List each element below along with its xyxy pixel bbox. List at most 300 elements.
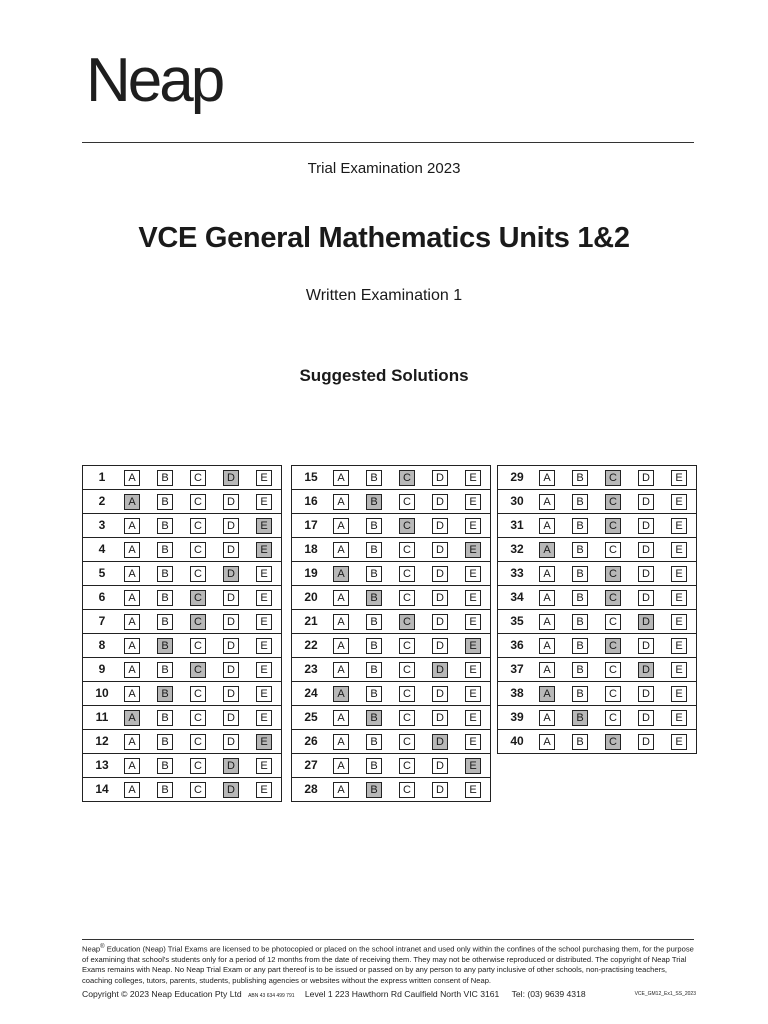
answer-row bbox=[83, 658, 281, 682]
answer-row bbox=[83, 514, 281, 538]
option-box-a: A bbox=[124, 590, 140, 606]
option-box-b: B bbox=[366, 686, 382, 702]
option-box-b: B bbox=[572, 614, 588, 630]
option-box-c: C bbox=[190, 758, 206, 774]
option-box-a: A bbox=[333, 494, 349, 510]
option-box-a: A bbox=[124, 782, 140, 798]
option-box-c: C bbox=[399, 686, 415, 702]
option-box-e: E bbox=[465, 782, 481, 798]
option-box-b: B bbox=[366, 638, 382, 654]
option-box-b: B bbox=[157, 590, 173, 606]
answer-row bbox=[498, 658, 696, 682]
option-box-b: B bbox=[157, 566, 173, 582]
footer bbox=[82, 989, 696, 999]
option-box-e: E bbox=[671, 590, 687, 606]
option-box-d: D bbox=[432, 734, 448, 750]
option-box-b: B bbox=[366, 710, 382, 726]
option-box-a: A bbox=[124, 542, 140, 558]
option-box-d: D bbox=[432, 614, 448, 630]
option-box-e: E bbox=[465, 542, 481, 558]
answer-row bbox=[83, 538, 281, 562]
option-box-a: A bbox=[539, 542, 555, 558]
option-box-c: C bbox=[399, 734, 415, 750]
option-box-b: B bbox=[157, 638, 173, 654]
option-box-a: A bbox=[124, 662, 140, 678]
question-number: 21 bbox=[304, 614, 318, 628]
question-number: 31 bbox=[510, 518, 524, 532]
question-number: 15 bbox=[304, 470, 318, 484]
option-box-c: C bbox=[399, 758, 415, 774]
answer-row bbox=[498, 538, 696, 562]
option-box-c: C bbox=[399, 542, 415, 558]
option-box-e: E bbox=[671, 518, 687, 534]
option-box-a: A bbox=[124, 686, 140, 702]
option-box-d: D bbox=[432, 590, 448, 606]
option-box-c: C bbox=[605, 590, 621, 606]
option-box-c: C bbox=[605, 518, 621, 534]
option-box-d: D bbox=[223, 470, 239, 486]
question-number: 34 bbox=[510, 590, 524, 604]
question-number: 36 bbox=[510, 638, 524, 652]
option-box-a: A bbox=[333, 734, 349, 750]
question-number: 16 bbox=[304, 494, 318, 508]
option-box-a: A bbox=[539, 470, 555, 486]
header-divider bbox=[82, 142, 694, 143]
option-box-c: C bbox=[399, 638, 415, 654]
option-box-d: D bbox=[223, 494, 239, 510]
option-box-c: C bbox=[190, 686, 206, 702]
option-box-c: C bbox=[190, 542, 206, 558]
option-box-c: C bbox=[605, 614, 621, 630]
question-number: 5 bbox=[98, 566, 106, 580]
option-box-b: B bbox=[157, 686, 173, 702]
question-number: 32 bbox=[510, 542, 524, 556]
question-number: 20 bbox=[304, 590, 318, 604]
option-box-e: E bbox=[465, 758, 481, 774]
option-box-a: A bbox=[333, 662, 349, 678]
option-box-c: C bbox=[605, 686, 621, 702]
question-number: 33 bbox=[510, 566, 524, 580]
option-box-c: C bbox=[190, 590, 206, 606]
option-box-a: A bbox=[539, 686, 555, 702]
question-number: 9 bbox=[98, 662, 106, 676]
option-box-d: D bbox=[638, 542, 654, 558]
option-box-e: E bbox=[671, 470, 687, 486]
option-box-d: D bbox=[432, 710, 448, 726]
option-box-b: B bbox=[366, 542, 382, 558]
answer-row bbox=[498, 610, 696, 634]
answer-row bbox=[292, 610, 490, 634]
option-box-b: B bbox=[366, 566, 382, 582]
question-number: 27 bbox=[304, 758, 318, 772]
option-box-b: B bbox=[157, 518, 173, 534]
answer-row bbox=[498, 682, 696, 706]
option-box-c: C bbox=[190, 782, 206, 798]
option-box-d: D bbox=[638, 614, 654, 630]
option-box-a: A bbox=[539, 518, 555, 534]
option-box-c: C bbox=[605, 470, 621, 486]
option-box-a: A bbox=[333, 782, 349, 798]
option-box-d: D bbox=[223, 734, 239, 750]
exam-line: Trial Examination 2023 bbox=[307, 160, 461, 177]
option-box-b: B bbox=[366, 782, 382, 798]
option-box-a: A bbox=[539, 734, 555, 750]
option-box-b: B bbox=[572, 590, 588, 606]
option-box-c: C bbox=[399, 782, 415, 798]
option-box-a: A bbox=[539, 494, 555, 510]
option-box-b: B bbox=[366, 758, 382, 774]
option-box-a: A bbox=[124, 638, 140, 654]
option-box-d: D bbox=[638, 494, 654, 510]
option-box-b: B bbox=[572, 542, 588, 558]
option-box-d: D bbox=[432, 542, 448, 558]
option-box-c: C bbox=[605, 638, 621, 654]
answer-column bbox=[291, 465, 491, 802]
option-box-b: B bbox=[157, 782, 173, 798]
option-box-d: D bbox=[638, 518, 654, 534]
option-box-e: E bbox=[465, 710, 481, 726]
question-number: 13 bbox=[95, 758, 109, 772]
option-box-a: A bbox=[539, 662, 555, 678]
option-box-e: E bbox=[256, 638, 272, 654]
question-number: 17 bbox=[304, 518, 318, 532]
answer-row bbox=[83, 562, 281, 586]
option-box-e: E bbox=[671, 566, 687, 582]
answer-row bbox=[292, 706, 490, 730]
option-box-d: D bbox=[432, 518, 448, 534]
option-box-b: B bbox=[366, 470, 382, 486]
question-number: 1 bbox=[98, 470, 106, 484]
answer-row bbox=[498, 490, 696, 514]
option-box-b: B bbox=[572, 566, 588, 582]
copyright-text: Copyright © 2023 Neap Education Pty Ltd bbox=[82, 989, 242, 999]
option-box-e: E bbox=[256, 782, 272, 798]
option-box-d: D bbox=[432, 686, 448, 702]
option-box-a: A bbox=[124, 518, 140, 534]
option-box-a: A bbox=[124, 470, 140, 486]
option-box-a: A bbox=[124, 734, 140, 750]
answer-row bbox=[498, 514, 696, 538]
option-box-d: D bbox=[432, 566, 448, 582]
option-box-c: C bbox=[190, 734, 206, 750]
question-number: 35 bbox=[510, 614, 524, 628]
question-number: 39 bbox=[510, 710, 524, 724]
option-box-c: C bbox=[399, 662, 415, 678]
option-box-c: C bbox=[190, 470, 206, 486]
answer-row bbox=[83, 778, 281, 801]
option-box-e: E bbox=[671, 734, 687, 750]
question-number: 23 bbox=[304, 662, 318, 676]
option-box-e: E bbox=[465, 638, 481, 654]
option-box-d: D bbox=[432, 782, 448, 798]
option-box-c: C bbox=[399, 590, 415, 606]
answer-row bbox=[498, 466, 696, 490]
answer-column bbox=[497, 465, 697, 754]
question-number: 2 bbox=[98, 494, 106, 508]
option-box-d: D bbox=[223, 518, 239, 534]
answer-row bbox=[83, 466, 281, 490]
option-box-b: B bbox=[366, 734, 382, 750]
answer-row bbox=[292, 778, 490, 801]
option-box-d: D bbox=[638, 686, 654, 702]
question-number: 4 bbox=[98, 542, 106, 556]
question-number: 7 bbox=[98, 614, 106, 628]
option-box-e: E bbox=[256, 662, 272, 678]
question-number: 29 bbox=[510, 470, 524, 484]
option-box-d: D bbox=[223, 590, 239, 606]
option-box-d: D bbox=[432, 662, 448, 678]
option-box-a: A bbox=[333, 614, 349, 630]
option-box-b: B bbox=[366, 662, 382, 678]
option-box-b: B bbox=[366, 518, 382, 534]
question-number: 11 bbox=[95, 710, 109, 724]
option-box-b: B bbox=[572, 518, 588, 534]
option-box-e: E bbox=[256, 542, 272, 558]
answer-row bbox=[83, 682, 281, 706]
option-box-b: B bbox=[366, 590, 382, 606]
answer-row bbox=[83, 490, 281, 514]
option-box-d: D bbox=[638, 662, 654, 678]
answer-row bbox=[498, 706, 696, 730]
option-box-c: C bbox=[190, 710, 206, 726]
option-box-e: E bbox=[465, 494, 481, 510]
option-box-e: E bbox=[671, 494, 687, 510]
question-number: 37 bbox=[510, 662, 524, 676]
option-box-a: A bbox=[124, 566, 140, 582]
option-box-c: C bbox=[605, 566, 621, 582]
question-number: 24 bbox=[304, 686, 318, 700]
option-box-c: C bbox=[605, 710, 621, 726]
option-box-a: A bbox=[539, 638, 555, 654]
question-number: 26 bbox=[304, 734, 318, 748]
question-number: 19 bbox=[304, 566, 318, 580]
option-box-c: C bbox=[190, 638, 206, 654]
option-box-d: D bbox=[223, 638, 239, 654]
document-code: VCE_GM12_Ex1_SS_2023 bbox=[634, 991, 696, 997]
option-box-b: B bbox=[366, 614, 382, 630]
option-box-a: A bbox=[539, 590, 555, 606]
option-box-d: D bbox=[432, 638, 448, 654]
option-box-e: E bbox=[256, 494, 272, 510]
option-box-e: E bbox=[465, 734, 481, 750]
option-box-a: A bbox=[333, 542, 349, 558]
option-box-e: E bbox=[256, 758, 272, 774]
abn-text: ABN 43 634 499 791 bbox=[248, 993, 295, 999]
option-box-d: D bbox=[638, 734, 654, 750]
option-box-a: A bbox=[333, 686, 349, 702]
option-box-a: A bbox=[333, 566, 349, 582]
option-box-e: E bbox=[671, 638, 687, 654]
question-number: 18 bbox=[304, 542, 318, 556]
question-number: 40 bbox=[510, 734, 524, 748]
option-box-c: C bbox=[605, 662, 621, 678]
option-box-e: E bbox=[256, 734, 272, 750]
answer-row bbox=[83, 610, 281, 634]
option-box-e: E bbox=[256, 614, 272, 630]
option-box-e: E bbox=[256, 590, 272, 606]
option-box-d: D bbox=[223, 782, 239, 798]
question-number: 3 bbox=[98, 518, 106, 532]
option-box-a: A bbox=[333, 758, 349, 774]
option-box-a: A bbox=[539, 614, 555, 630]
footer-divider bbox=[82, 939, 694, 940]
option-box-b: B bbox=[157, 662, 173, 678]
phone-text: Tel: (03) 9639 4318 bbox=[511, 989, 586, 999]
option-box-b: B bbox=[157, 542, 173, 558]
solutions-heading: Suggested Solutions bbox=[299, 366, 469, 385]
question-number: 22 bbox=[304, 638, 318, 652]
answer-row bbox=[292, 730, 490, 754]
option-box-c: C bbox=[399, 566, 415, 582]
option-box-a: A bbox=[539, 710, 555, 726]
answer-row bbox=[83, 754, 281, 778]
option-box-d: D bbox=[638, 470, 654, 486]
option-box-a: A bbox=[124, 494, 140, 510]
option-box-e: E bbox=[465, 518, 481, 534]
option-box-c: C bbox=[399, 518, 415, 534]
option-box-a: A bbox=[333, 518, 349, 534]
option-box-a: A bbox=[124, 710, 140, 726]
option-box-e: E bbox=[465, 686, 481, 702]
answer-row bbox=[292, 634, 490, 658]
option-box-e: E bbox=[671, 542, 687, 558]
option-box-d: D bbox=[638, 710, 654, 726]
answer-row bbox=[498, 730, 696, 753]
answer-row bbox=[292, 562, 490, 586]
option-box-b: B bbox=[572, 470, 588, 486]
option-box-b: B bbox=[572, 494, 588, 510]
answer-row bbox=[83, 586, 281, 610]
option-box-b: B bbox=[157, 614, 173, 630]
question-number: 30 bbox=[510, 494, 524, 508]
answer-row bbox=[292, 466, 490, 490]
option-box-a: A bbox=[124, 614, 140, 630]
option-box-a: A bbox=[333, 638, 349, 654]
option-box-e: E bbox=[256, 710, 272, 726]
option-box-c: C bbox=[190, 662, 206, 678]
option-box-e: E bbox=[465, 614, 481, 630]
answer-row bbox=[292, 490, 490, 514]
question-number: 25 bbox=[304, 710, 318, 724]
option-box-b: B bbox=[572, 662, 588, 678]
option-box-b: B bbox=[157, 758, 173, 774]
option-box-e: E bbox=[671, 710, 687, 726]
registered-mark: ® bbox=[100, 944, 105, 950]
answer-row bbox=[292, 514, 490, 538]
option-box-e: E bbox=[671, 662, 687, 678]
option-box-b: B bbox=[157, 710, 173, 726]
option-box-e: E bbox=[256, 470, 272, 486]
option-box-d: D bbox=[223, 662, 239, 678]
option-box-b: B bbox=[572, 686, 588, 702]
option-box-d: D bbox=[223, 566, 239, 582]
option-box-b: B bbox=[157, 734, 173, 750]
option-box-d: D bbox=[223, 686, 239, 702]
question-number: 8 bbox=[98, 638, 106, 652]
option-box-c: C bbox=[399, 470, 415, 486]
answer-row bbox=[83, 706, 281, 730]
option-box-c: C bbox=[399, 494, 415, 510]
option-box-c: C bbox=[190, 566, 206, 582]
answer-column bbox=[82, 465, 282, 802]
option-box-d: D bbox=[223, 542, 239, 558]
option-box-d: D bbox=[223, 614, 239, 630]
answer-row bbox=[292, 586, 490, 610]
option-box-c: C bbox=[190, 614, 206, 630]
legal-brand: Neap bbox=[82, 944, 101, 954]
option-box-a: A bbox=[539, 566, 555, 582]
option-box-d: D bbox=[638, 590, 654, 606]
option-box-b: B bbox=[157, 470, 173, 486]
option-box-d: D bbox=[432, 494, 448, 510]
option-box-d: D bbox=[638, 566, 654, 582]
answer-row bbox=[83, 634, 281, 658]
option-box-b: B bbox=[366, 494, 382, 510]
exam-subtitle: Written Examination 1 bbox=[305, 287, 463, 304]
option-box-e: E bbox=[256, 566, 272, 582]
option-box-a: A bbox=[124, 758, 140, 774]
option-box-d: D bbox=[432, 470, 448, 486]
option-box-c: C bbox=[605, 542, 621, 558]
question-number: 38 bbox=[510, 686, 524, 700]
option-box-a: A bbox=[333, 470, 349, 486]
option-box-e: E bbox=[671, 686, 687, 702]
option-box-e: E bbox=[465, 662, 481, 678]
question-number: 6 bbox=[98, 590, 106, 604]
neap-logo: Neap bbox=[86, 46, 223, 115]
option-box-e: E bbox=[671, 614, 687, 630]
answer-row bbox=[498, 562, 696, 586]
answer-row bbox=[498, 586, 696, 610]
page-title: VCE General Mathematics Units 1&2 bbox=[138, 222, 630, 254]
answer-row bbox=[498, 634, 696, 658]
option-box-b: B bbox=[157, 494, 173, 510]
question-number: 12 bbox=[95, 734, 109, 748]
address-text: Level 1 223 Hawthorn Rd Caulfield North VIC 3161 bbox=[304, 989, 500, 999]
option-box-e: E bbox=[465, 470, 481, 486]
question-number: 28 bbox=[304, 782, 318, 796]
option-box-d: D bbox=[223, 710, 239, 726]
option-box-e: E bbox=[465, 566, 481, 582]
answer-row bbox=[292, 658, 490, 682]
option-box-c: C bbox=[190, 494, 206, 510]
option-box-e: E bbox=[256, 518, 272, 534]
option-box-c: C bbox=[605, 734, 621, 750]
answer-row bbox=[292, 538, 490, 562]
option-box-c: C bbox=[190, 518, 206, 534]
option-box-c: C bbox=[399, 614, 415, 630]
legal-notice bbox=[82, 942, 696, 986]
answer-row bbox=[292, 682, 490, 706]
option-box-d: D bbox=[432, 758, 448, 774]
answer-row bbox=[292, 754, 490, 778]
option-box-b: B bbox=[572, 710, 588, 726]
question-number: 10 bbox=[95, 686, 109, 700]
option-box-e: E bbox=[256, 686, 272, 702]
question-number: 14 bbox=[95, 782, 109, 796]
option-box-c: C bbox=[399, 710, 415, 726]
option-box-c: C bbox=[605, 494, 621, 510]
option-box-a: A bbox=[333, 710, 349, 726]
answer-row bbox=[83, 730, 281, 754]
option-box-d: D bbox=[638, 638, 654, 654]
option-box-d: D bbox=[223, 758, 239, 774]
legal-text: Education (Neap) Trial Exams are licensed to be photocopied or placed on the school intranet and used only within the confines of the school purchasing them, for the purpose of examining that school's students only for a period of 12 months from the date of receiving them. They may not be otherwise reproduced or distributed. The copyright of Neap Trial Exams remains with Neap. No Neap Trial Exam or any part thereof is to be issued or passed on by any person to any party inclusive of other schools, non-practising teachers, coaching colleges, tutors, parents, students, publishing agencies or websites without the express written consent of Neap. bbox=[82, 944, 694, 985]
option-box-b: B bbox=[572, 638, 588, 654]
option-box-b: B bbox=[572, 734, 588, 750]
option-box-a: A bbox=[333, 590, 349, 606]
option-box-e: E bbox=[465, 590, 481, 606]
